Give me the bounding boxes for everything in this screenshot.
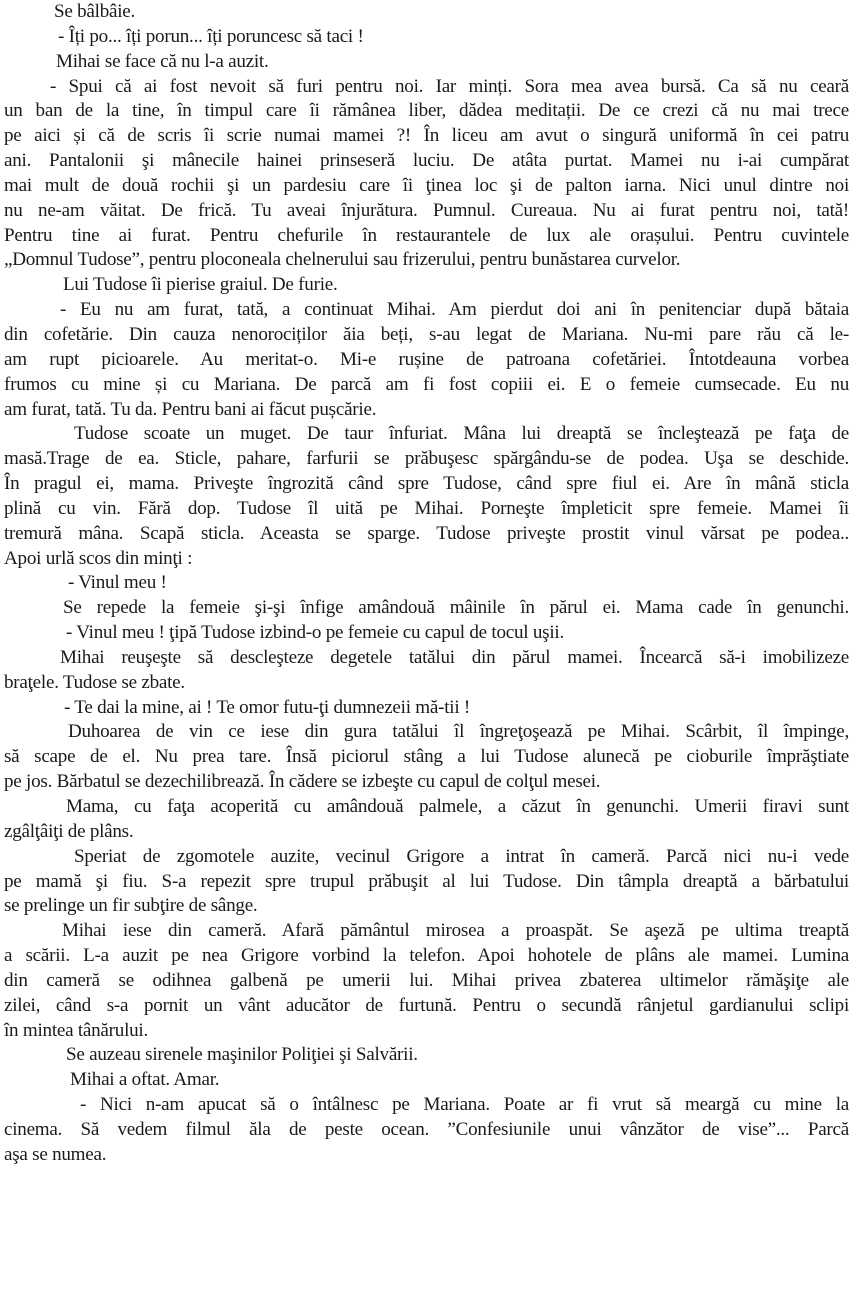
text-line: un ban de la tine, în timpul care îi rămânea liber, dădea meditații. De ce crezi că nu mai trece [4, 100, 849, 122]
text-line: Lui Tudose îi pierise graiul. De furie. [63, 274, 338, 296]
text-line: - Vinul meu ! [68, 572, 167, 594]
text-line: Speriat de zgomotele auzite, vecinul Grigore a intrat în cameră. Parcă nici nu-i vede [74, 845, 849, 867]
text-line: Mihai iese din cameră. Afară pământul mirosea a proaspăt. Se aşeză pe ultima treaptă [62, 920, 849, 942]
text-line: să scape de el. Nu prea tare. Însă piciorul stâng a lui Tudose alunecă pe cioburile împrăştiate [4, 746, 849, 768]
text-line: braţele. Tudose se zbate. [4, 671, 185, 693]
text-line: - Îți po... îți porun... îți poruncesc să taci ! [58, 25, 364, 47]
text-line: Se repede la femeie şi-şi înfige amândouă mâinile în părul ei. Mama cade în genunchi. [63, 597, 849, 619]
text-line: mai mult de două rochii şi un pardesiu care îi ţinea loc şi de palton iarna. Nici unul dintre noi [4, 174, 849, 196]
text-line: Mihai a oftat. Amar. [70, 1069, 220, 1091]
text-line: Se auzeau sirenele maşinilor Poliţiei şi Salvării. [66, 1044, 418, 1066]
text-line: Tudose scoate un muget. De taur înfuriat. Mâna lui dreaptă se încleştează pe faţa de [74, 423, 849, 445]
text-line: tremură mâna. Scapă sticla. Aceasta se sparge. Tudose priveşte prostit vinul vărsat pe podea.. [4, 522, 849, 544]
text-line: Pentru tine ai furat. Pentru chefurile în restaurantele de lux ale orașului. Pentru cuvintele [4, 224, 849, 246]
text-line: Mama, cu faţa acoperită cu amândouă palmele, a căzut în genunchi. Umerii firavi sunt [66, 796, 849, 817]
text-line: - Eu nu am furat, tată, a continuat Mihai. Am pierdut doi ani în penitenciar după bătaia [60, 299, 849, 321]
text-line: În pragul ei, mama. Priveşte îngrozită când spre Tudose, când spre fiul ei. Are în mână sticla [4, 473, 849, 495]
text-line: nu ne-am văitat. De frică. Tu aveai înjurătura. Pumnul. Cureaua. Nu ai furat pentru noi, tată! [4, 199, 849, 221]
text-line: zgâlţâiţi de plâns. [4, 820, 134, 842]
text-line: ani. Pantalonii şi mânecile hainei prinseseră luciu. De atâta purtat. Mamei nu i-ai cumpărat [4, 150, 849, 172]
text-line: se prelinge un fir subţire de sânge. [4, 895, 258, 917]
text-line: plină cu vin. Fără dop. Tudose îl uită pe Mihai. Porneşte împleticit spre femeie. Mamei îi [4, 497, 849, 519]
text-line: am rupt picioarele. Au meritat-o. Mi-e rușine de patroana cofetăriei. Întotdeauna vorbea [4, 348, 849, 370]
text-line: cinema. Să vedem filmul ăla de peste ocean. ”Confesiunile unui vânzător de vise”... Parcă [4, 1118, 849, 1140]
text-line: zilei, când s-a pornit un vânt aducător de furtună. Pentru o secundă rânjetul gardianului sclipi [4, 994, 849, 1016]
text-line: aşa se numea. [4, 1143, 107, 1165]
text-line: - Spui că ai fost nevoit să furi pentru noi. Iar minți. Sora mea avea bursă. Ca să nu ceară [50, 75, 849, 97]
text-line: pe aici și că de scris îi scrie numai mamei ?! În liceu am avut o singură uniformă în cei patru [4, 125, 849, 147]
text-line: am furat, tată. Tu da. Pentru bani ai făcut pușcărie. [4, 398, 377, 420]
text-line: - Te dai la mine, ai ! Te omor futu-ţi dumnezeii mă-tii ! [64, 696, 471, 718]
text-line: pe jos. Bărbatul se dezechilibrează. În cădere se izbeşte cu capul de colţul mesei. [4, 771, 601, 793]
text-line: Mihai reuşeşte să descleşteze degetele tatălui din părul mamei. Încearcă să-i imobilizeze [60, 646, 849, 668]
text-line: Apoi urlă scos din minţi : [4, 547, 193, 569]
text-line: Duhoarea de vin ce iese din gura tatălui îl îngreţoşează pe Mihai. Scârbit, îl împinge, [68, 721, 849, 743]
text-line: - Vinul meu ! ţipă Tudose izbind-o pe femeie cu capul de tocul uşii. [66, 622, 564, 644]
text-line: - Nici n-am apucat să o întâlnesc pe Mariana. Poate ar fi vrut să meargă cu mine la [80, 1094, 849, 1116]
text-line: din cofetărie. Din cauza nenorociților ăia beți, s-au legat de Mariana. Nu-mi pare rău că le- [4, 323, 849, 345]
text-line: în mintea tânărului. [4, 1019, 148, 1041]
text-line: Mihai se face că nu l-a auzit. [56, 50, 269, 72]
document-page [4, 0, 849, 1290]
text-line: a scării. L-a auzit pe nea Grigore vorbind la telefon. Apoi hohotele de plâns ale mamei. Lumina [4, 945, 849, 967]
text-line: din cameră se odihnea galbenă pe umerii lui. Mihai privea zbaterea ultimelor rămăşiţe ale [4, 969, 849, 991]
text-line: frumos cu mine și cu Mariana. De parcă am fi fost copiii ei. E o femeie cumsecade. Eu nu [4, 373, 849, 395]
text-line: masă.Trage de ea. Sticle, pahare, farfurii se prăbuşesc spărgându-se de podea. Uşa se deschide. [4, 448, 849, 470]
text-line: „Domnul Tudose”, pentru ploconeala chelnerului sau frizerului, pentru bunăstarea curvelor. [4, 249, 681, 271]
text-line: pe mamă şi fiu. S-a repezit spre trupul prăbuşit al lui Tudose. Din tâmpla dreaptă a bărbatului [4, 870, 849, 892]
text-line: Se bâlbâie. [54, 1, 136, 22]
